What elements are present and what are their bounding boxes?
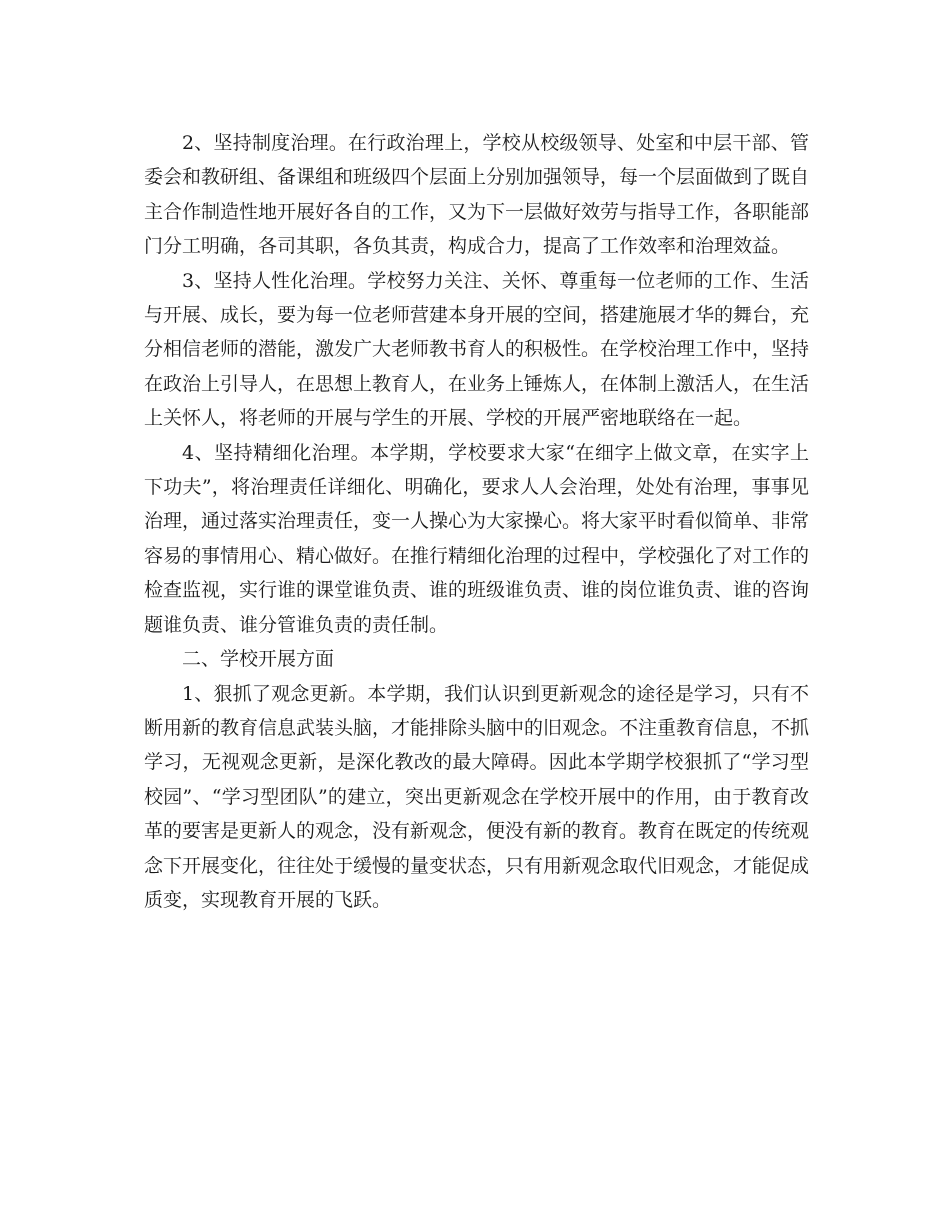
paragraph-institutional-management: 2、坚持制度治理。在行政治理上，学校从校级领导、处室和中层干部、管委会和教研组、备课组和班级四个层面上分别加强领导，每一个层面做到了既自主合作制造性地开展好各自的工作，又为下一层做好效劳与指导工作，各职能部门分工明确，各司其职，各负其责，构成合力，提高了工作效率和治理效益。: [144, 132, 810, 258]
paragraph-refined-management: 4、坚持精细化治理。本学期，学校要求大家“在细字上做文章，在实字上下功夫”，将治理责任详细化、明确化，要求人人会治理，处处有治理，事事见治理，通过落实治理责任，变一人操心为大家操心。将大家平时看似简单、非常容易的事情用心、精心做好。在推行精细化治理的过程中，学校强化了对工作的检查监视，实行谁的课堂谁负责、谁的班级谁负责、谁的岗位谁负责、谁的咨询题谁负责、谁分管谁负责的责任制。: [144, 441, 810, 636]
paragraph-concept-renewal: 1、狠抓了观念更新。本学期，我们认识到更新观念的途径是学习，只有不断用新的教育信息武装头脑，才能排除头脑中的旧观念。不注重教育信息，不抓学习，无视观念更新，是深化教改的最大障碍。因此本学期学校狠抓了“学习型校园”、“学习型团队”的建立，突出更新观念在学校开展中的作用，由于教育改革的要害是更新人的观念，没有新观念，便没有新的教育。教育在既定的传统观念下开展变化，往往处于缓慢的量变状态，只有用新观念取代旧观念，才能促成质变，实现教育开展的飞跃。: [144, 682, 810, 911]
paragraph-humanized-management: 3、坚持人性化治理。学校努力关注、关怀、尊重每一位老师的工作、生活与开展、成长，要为每一位老师营建本身开展的空间，搭建施展才华的舞台，充分相信老师的潜能，激发广大老师教书育人的积极性。在学校治理工作中，坚持在政治上引导人，在思想上教育人，在业务上锤炼人，在体制上激活人，在生活上关怀人，将老师的开展与学生的开展、学校的开展严密地联络在一起。: [144, 269, 810, 430]
section-heading-school-development: 二、学校开展方面: [182, 648, 335, 671]
document-page: [144, 126, 809, 917]
